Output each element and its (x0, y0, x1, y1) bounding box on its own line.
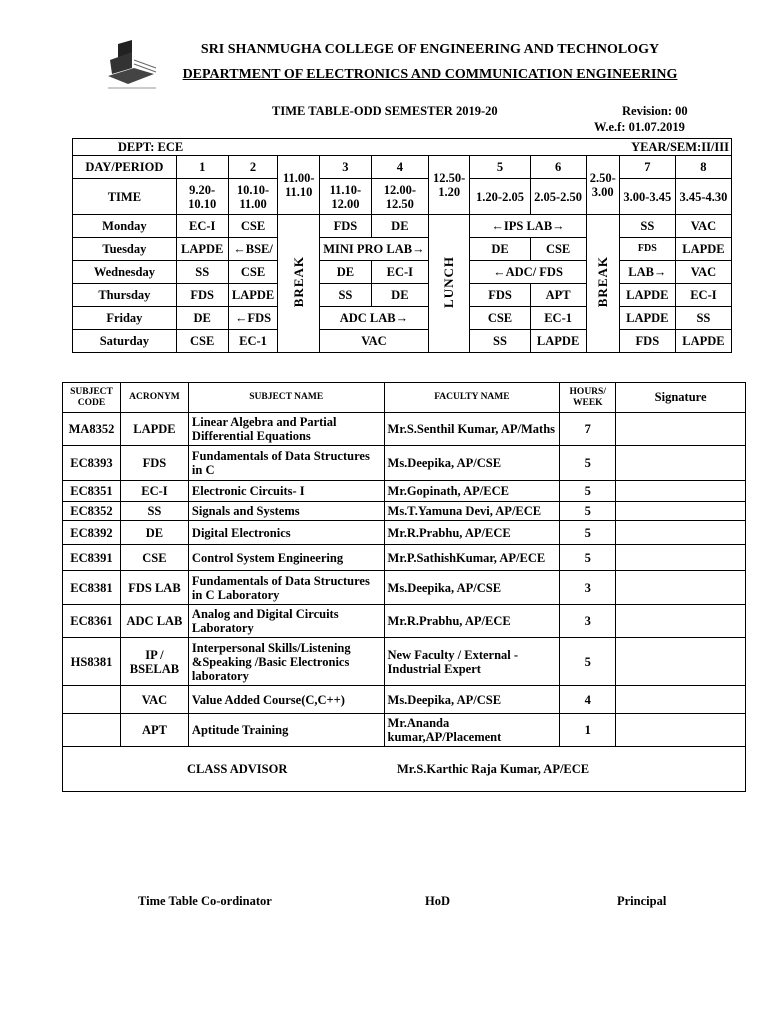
time-label: TIME (73, 179, 177, 215)
hours-week: 3 (560, 571, 616, 605)
subject-acronym: ADC LAB (120, 605, 188, 638)
faculty-name: Ms.Deepika, AP/CSE (384, 446, 560, 481)
friday-p2: ←FDS (228, 307, 278, 330)
signature-cell (616, 686, 746, 714)
class-advisor-label: CLASS ADVISOR (187, 762, 288, 776)
subject-code: EC8352 (63, 502, 121, 521)
subject-name: Fundamentals of Data Structures in C (188, 446, 384, 481)
table-row (63, 502, 746, 521)
day-saturday: Saturday (73, 330, 177, 353)
hours-week: 7 (560, 413, 616, 446)
day-friday: Friday (73, 307, 177, 330)
subject-code: HS8381 (63, 638, 121, 686)
subject-acronym: EC-I (120, 481, 188, 502)
subject-code: EC8393 (63, 446, 121, 481)
subject-name: Value Added Course(C,C++) (188, 686, 384, 714)
hours-week: 5 (560, 521, 616, 545)
tuesday-p8: LAPDE (675, 238, 731, 261)
day-thursday: Thursday (73, 284, 177, 307)
subject-acronym: CSE (120, 545, 188, 571)
time-7: 3.00-3.45 (619, 179, 675, 215)
hours-week: 1 (560, 714, 616, 747)
tuesday-p2: ←BSE/ (228, 238, 278, 261)
faculty-name: Mr.Gopinath, AP/ECE (384, 481, 560, 502)
break1-label: BREAK (290, 256, 306, 308)
signature-cell (616, 638, 746, 686)
header-subject-name: SUBJECT NAME (188, 383, 384, 413)
break2-time: 2.50-3.00 (586, 156, 619, 215)
wednesday-p4: EC-I (371, 261, 428, 284)
saturday-p5: SS (470, 330, 530, 353)
friday-p1: DE (176, 307, 228, 330)
time-2: 10.10-11.00 (228, 179, 278, 215)
header-faculty-name: FACULTY NAME (384, 383, 560, 413)
thursday-p2: LAPDE (228, 284, 278, 307)
period-3: 3 (319, 156, 371, 179)
time-1: 9.20-10.10 (176, 179, 228, 215)
break2-label: BREAK (594, 256, 610, 308)
saturday-p34: VAC (319, 330, 428, 353)
subject-acronym: VAC (120, 686, 188, 714)
hours-week: 5 (560, 545, 616, 571)
subject-name: Analog and Digital Circuits Laboratory (188, 605, 384, 638)
thursday-p4: DE (371, 284, 428, 307)
faculty-name: Mr.S.Senthil Kumar, AP/Maths (384, 413, 560, 446)
college-name: SRI SHANMUGHA COLLEGE OF ENGINEERING AND TECHNOLOGY (200, 42, 660, 57)
time-8: 3.45-4.30 (675, 179, 731, 215)
hours-week: 5 (560, 638, 616, 686)
thursday-p1: FDS (176, 284, 228, 307)
table-row (63, 605, 746, 638)
tuesday-p5: DE (470, 238, 530, 261)
period-5: 5 (470, 156, 530, 179)
faculty-name: New Faculty / External - Industrial Expert (384, 638, 560, 686)
signature-cell (616, 714, 746, 747)
thursday-p3: SS (319, 284, 371, 307)
hours-week: 5 (560, 502, 616, 521)
day-period-header: DAY/PERIOD (73, 156, 177, 179)
period-6: 6 (530, 156, 586, 179)
hours-week: 4 (560, 686, 616, 714)
hod: HoD (425, 894, 450, 908)
faculty-name: Mr.P.SathishKumar, AP/ECE (384, 545, 560, 571)
faculty-name: Ms.Deepika, AP/CSE (384, 571, 560, 605)
class-advisor-cell (63, 747, 746, 792)
subject-code (63, 686, 121, 714)
subject-acronym: IP / BSELAB (120, 638, 188, 686)
principal: Principal (617, 894, 667, 908)
wef-date: W.e.f: 01.07.2019 (594, 120, 685, 134)
time-5: 1.20-2.05 (470, 179, 530, 215)
subject-code: EC8381 (63, 571, 121, 605)
time-4: 12.00-12.50 (371, 179, 428, 215)
signature-cell (616, 521, 746, 545)
subject-acronym: DE (120, 521, 188, 545)
tuesday-p6: CSE (530, 238, 586, 261)
signature-cell (616, 571, 746, 605)
friday-p8: SS (675, 307, 731, 330)
subject-code (63, 714, 121, 747)
monday-p56: ←IPS LAB→ (470, 215, 586, 238)
subject-code: EC8391 (63, 545, 121, 571)
table-row (63, 571, 746, 605)
class-advisor-name: Mr.S.Karthic Raja Kumar, AP/ECE (397, 762, 590, 776)
subject-name: Linear Algebra and Partial Differential Equations (188, 413, 384, 446)
friday-p7: LAPDE (619, 307, 675, 330)
signature-cell (616, 605, 746, 638)
lunch-column (428, 215, 470, 353)
subject-name: Aptitude Training (188, 714, 384, 747)
friday-p5: CSE (470, 307, 530, 330)
saturday-p7: FDS (619, 330, 675, 353)
subject-table (62, 382, 746, 792)
hours-week: 5 (560, 481, 616, 502)
break2-column (586, 215, 619, 353)
signature-cell (616, 481, 746, 502)
saturday-p1: CSE (176, 330, 228, 353)
table-row (63, 545, 746, 571)
period-8: 8 (675, 156, 731, 179)
period-2: 2 (228, 156, 278, 179)
subject-name: Interpersonal Skills/Listening &Speaking /Basic Electronics laboratory (188, 638, 384, 686)
monday-p3: FDS (319, 215, 371, 238)
faculty-name: Ms.Deepika, AP/CSE (384, 686, 560, 714)
period-7: 7 (619, 156, 675, 179)
time-3: 11.10-12.00 (319, 179, 371, 215)
monday-p1: EC-I (176, 215, 228, 238)
tuesday-p1: LAPDE (176, 238, 228, 261)
college-logo (104, 38, 160, 92)
timetable-title: TIME TABLE-ODD SEMESTER 2019-20 (272, 104, 498, 118)
header-subject-code: SUBJECT CODE (63, 383, 121, 413)
faculty-name: Mr.Ananda kumar,AP/Placement (384, 714, 560, 747)
break1-time: 11.00-11.10 (278, 156, 320, 215)
lunch-time: 12.50-1.20 (428, 156, 470, 215)
signature-cell (616, 446, 746, 481)
day-tuesday: Tuesday (73, 238, 177, 261)
table-row (63, 521, 746, 545)
wednesday-p8: VAC (675, 261, 731, 284)
day-wednesday: Wednesday (73, 261, 177, 284)
header-hours-week: HOURS/ WEEK (560, 383, 616, 413)
subject-acronym: APT (120, 714, 188, 747)
subject-name: Electronic Circuits- I (188, 481, 384, 502)
header-signature: Signature (616, 383, 746, 413)
table-row (63, 686, 746, 714)
department-name: DEPARTMENT OF ELECTRONICS AND COMMUNICATION ENGINEERING (182, 67, 678, 82)
period-1: 1 (176, 156, 228, 179)
timetable (72, 138, 732, 353)
subject-acronym: SS (120, 502, 188, 521)
subject-name: Signals and Systems (188, 502, 384, 521)
saturday-p2: EC-1 (228, 330, 278, 353)
signature-cell (616, 502, 746, 521)
subject-acronym: FDS LAB (120, 571, 188, 605)
timetable-coordinator: Time Table Co-ordinator (138, 894, 272, 908)
dept-label: DEPT: ECE (73, 139, 229, 156)
subject-code: EC8392 (63, 521, 121, 545)
monday-p2: CSE (228, 215, 278, 238)
subject-name: Control System Engineering (188, 545, 384, 571)
time-6: 2.05-2.50 (530, 179, 586, 215)
subject-acronym: FDS (120, 446, 188, 481)
hours-week: 5 (560, 446, 616, 481)
table-row (63, 638, 746, 686)
subject-code: EC8351 (63, 481, 121, 502)
subject-acronym: LAPDE (120, 413, 188, 446)
table-row (63, 413, 746, 446)
hours-week: 3 (560, 605, 616, 638)
signature-cell (616, 545, 746, 571)
monday-p4: DE (371, 215, 428, 238)
wednesday-p2: CSE (228, 261, 278, 284)
break1-column (278, 215, 320, 353)
saturday-p8: LAPDE (675, 330, 731, 353)
table-row (63, 481, 746, 502)
signature-cell (616, 413, 746, 446)
subject-name: Fundamentals of Data Structures in C Laboratory (188, 571, 384, 605)
faculty-name: Mr.R.Prabhu, AP/ECE (384, 521, 560, 545)
tuesday-p34: MINI PRO LAB→ (319, 238, 428, 261)
thursday-p8: EC-I (675, 284, 731, 307)
header-acronym: ACRONYM (120, 383, 188, 413)
table-row (63, 714, 746, 747)
faculty-name: Mr.R.Prabhu, AP/ECE (384, 605, 560, 638)
day-monday: Monday (73, 215, 177, 238)
wednesday-p7: LAB→ (619, 261, 675, 284)
subject-code: MA8352 (63, 413, 121, 446)
thursday-p6: APT (530, 284, 586, 307)
revision: Revision: 00 (622, 104, 688, 118)
wednesday-p3: DE (319, 261, 371, 284)
monday-p8: VAC (675, 215, 731, 238)
period-4: 4 (371, 156, 428, 179)
subject-code: EC8361 (63, 605, 121, 638)
subject-name: Digital Electronics (188, 521, 384, 545)
wednesday-p56: ←ADC/ FDS (470, 261, 586, 284)
friday-p6: EC-1 (530, 307, 586, 330)
friday-p34: ADC LAB→ (319, 307, 428, 330)
monday-p7: SS (619, 215, 675, 238)
saturday-p6: LAPDE (530, 330, 586, 353)
lunch-label: LUNCH (441, 256, 457, 308)
thursday-p7: LAPDE (619, 284, 675, 307)
class-advisor-row (63, 747, 746, 792)
year-sem: YEAR/SEM:II/III (228, 139, 731, 156)
thursday-p5: FDS (470, 284, 530, 307)
tuesday-p7: FDS (619, 238, 675, 261)
wednesday-p1: SS (176, 261, 228, 284)
faculty-name: Ms.T.Yamuna Devi, AP/ECE (384, 502, 560, 521)
table-row (63, 446, 746, 481)
